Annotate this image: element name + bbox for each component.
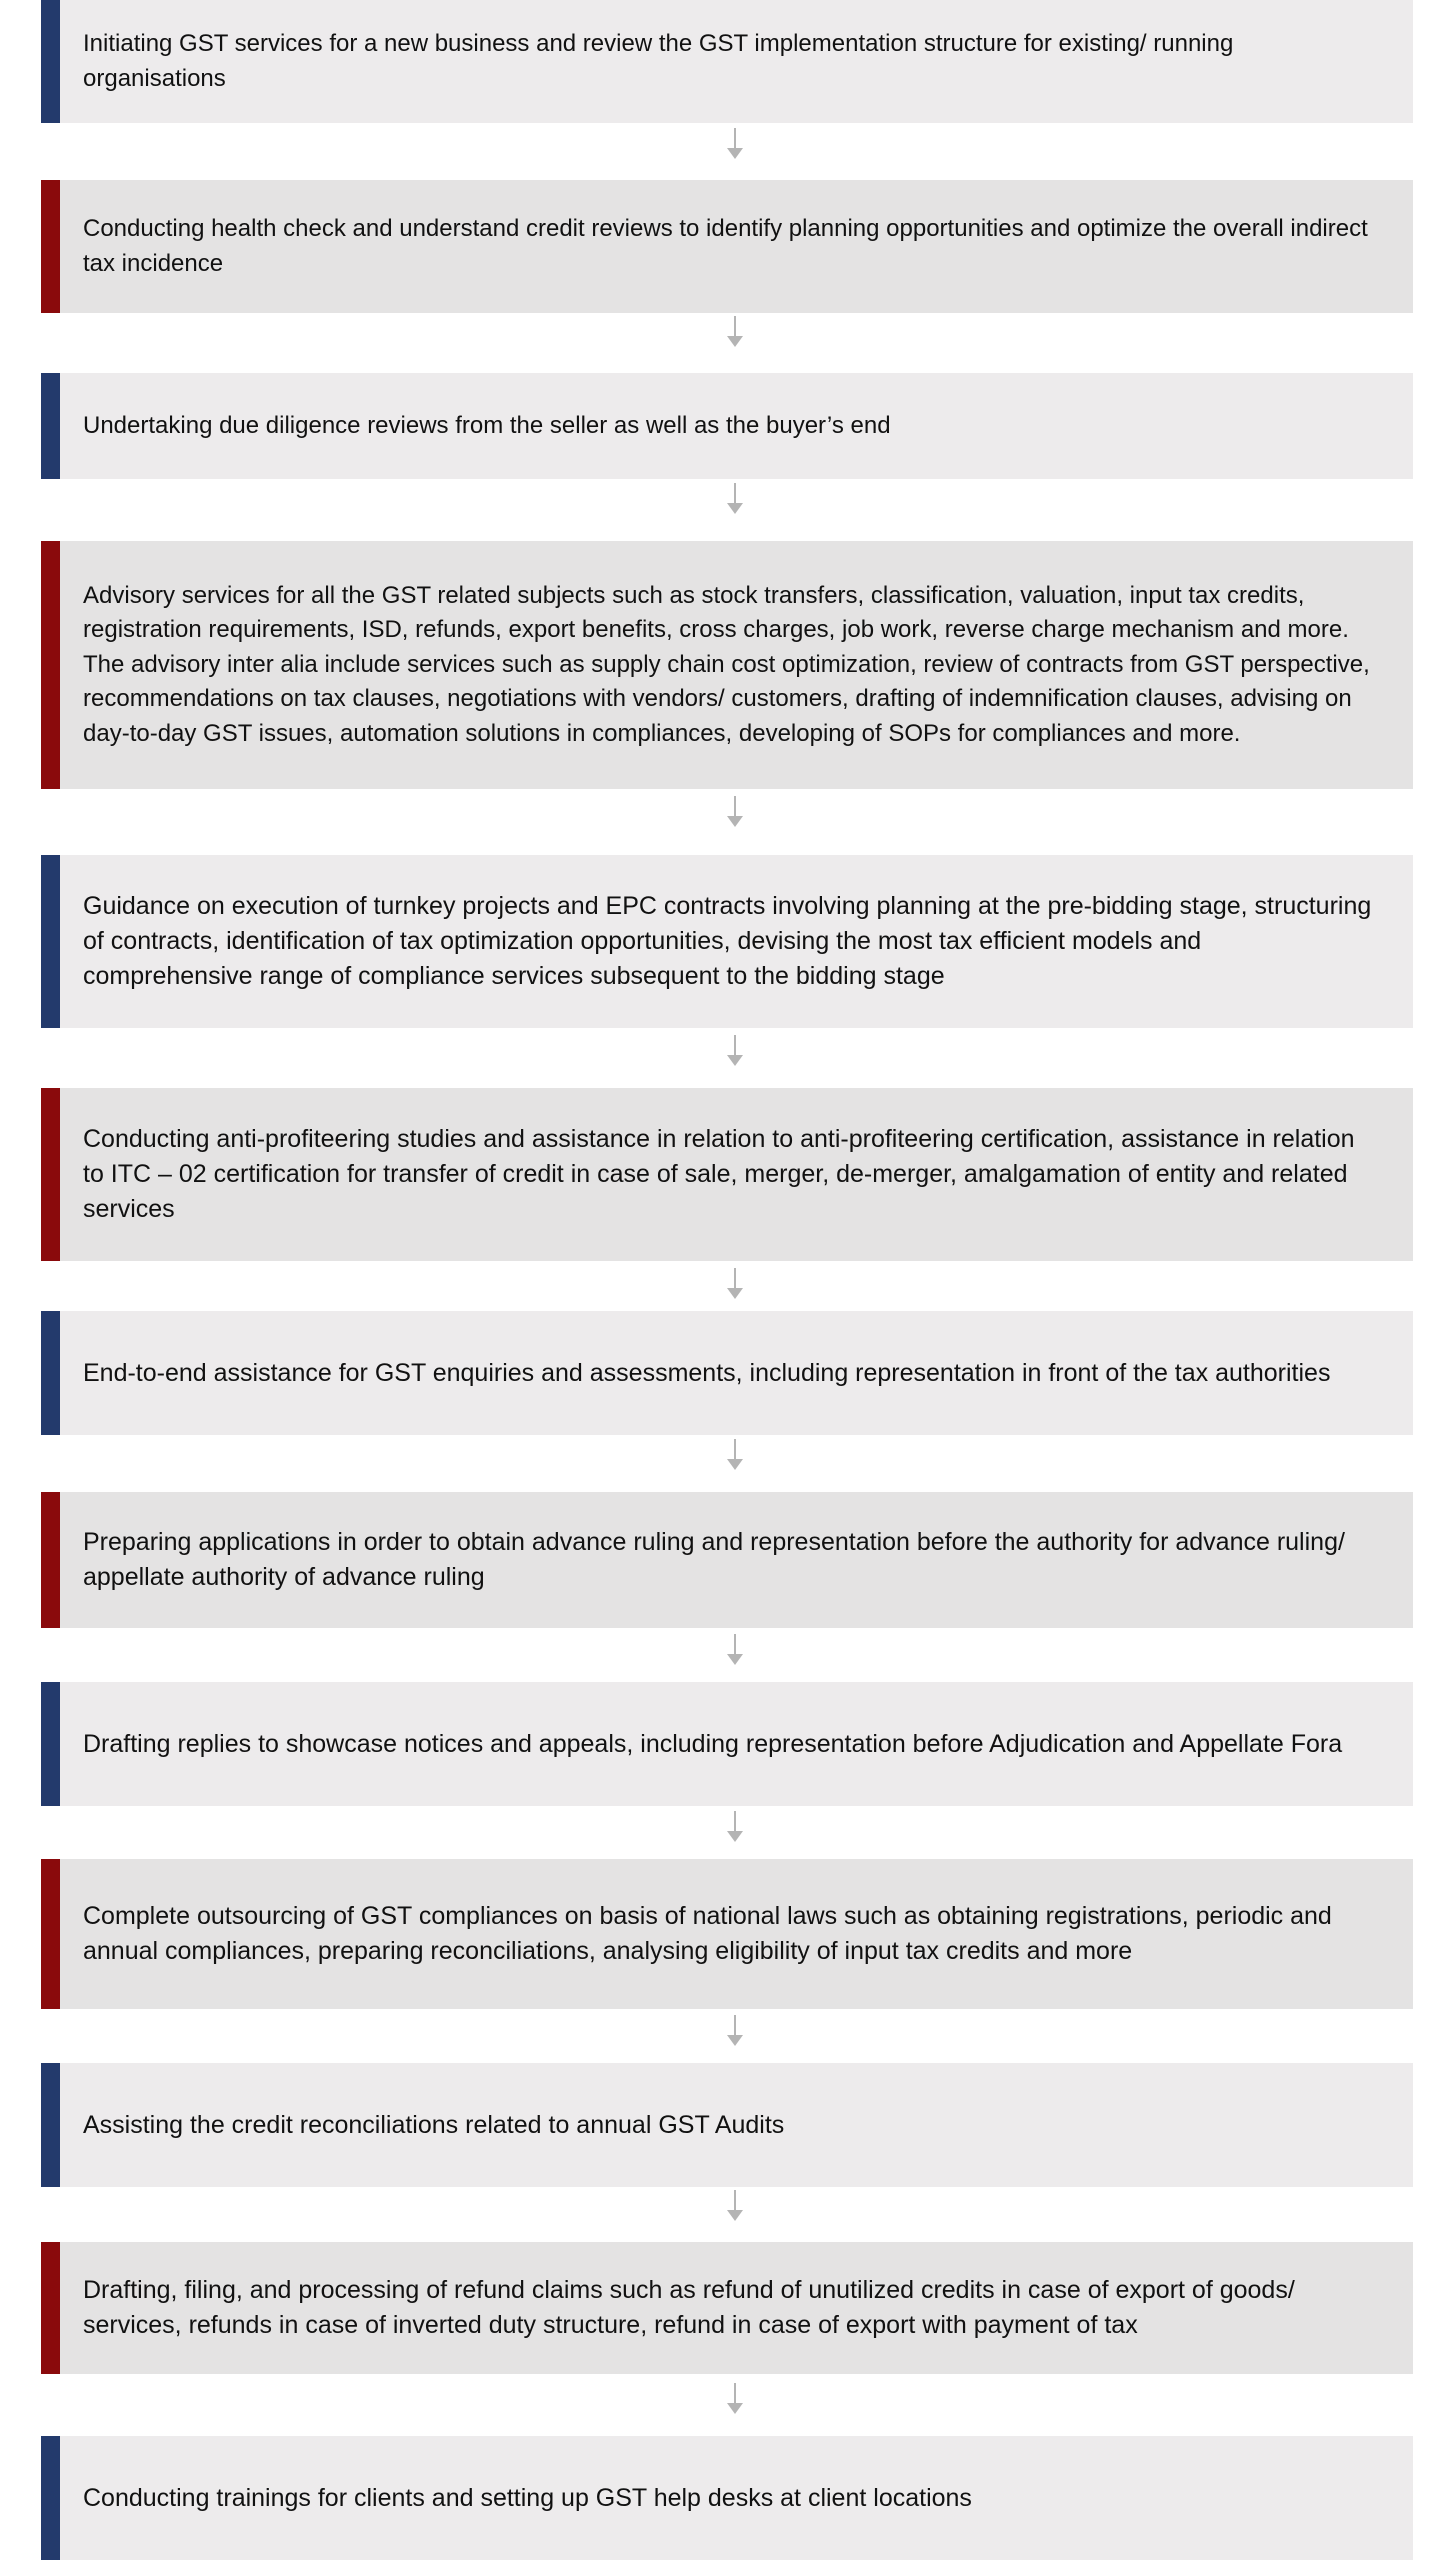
- service-card-4: [41, 541, 1413, 789]
- arrow-down-icon: [727, 1439, 743, 1473]
- service-text: Initiating GST services for a new business and review the GST implementation structure for existing/ running organisations: [83, 30, 1234, 92]
- service-card-5: [41, 855, 1413, 1028]
- arrow-down-icon: [727, 483, 743, 517]
- service-card-12: [41, 2242, 1413, 2374]
- service-card-6: [41, 1088, 1413, 1261]
- arrow-down-icon: [727, 2383, 743, 2417]
- service-text: Advisory services for all the GST related subjects such as stock transfers, classification, valuation, input tax credits, registration requirements, ISD, refunds, export benefits, cross charges, job work, reverse charge mechanism and more. The advisory inter alia include services such as supply chain cost optimization, review of contracts from GST perspective, recommendations on tax clauses, negotiations with vendors/ customers, drafting of indemnification clauses, advising on day-to-day GST issues, automation solutions in compliances, developing of SOPs for compliances and more.: [83, 581, 1370, 747]
- accent-bar: [41, 1492, 60, 1628]
- arrow-down-icon: [727, 2015, 743, 2049]
- service-text: Drafting replies to showcase notices and appeals, including representation before Adjudication and Appellate Fora: [83, 1729, 1343, 1758]
- accent-bar: [41, 2242, 60, 2374]
- accent-bar: [41, 2436, 60, 2560]
- service-card-3: [41, 373, 1413, 479]
- arrow-down-icon: [727, 796, 743, 830]
- arrow-down-icon: [727, 2190, 743, 2224]
- service-text: End-to-end assistance for GST enquiries and assessments, including representation in front of the tax authorities: [83, 1358, 1331, 1387]
- service-card-8: [41, 1492, 1413, 1628]
- service-card-11: [41, 2063, 1413, 2187]
- accent-bar: [41, 373, 60, 479]
- service-text: Conducting anti-profiteering studies and assistance in relation to anti-profiteering certification, assistance in relation to ITC – 02 certification for transfer of credit in case of sale, merger, de-merger, amalgamation of entity and related services: [83, 1125, 1355, 1223]
- service-card-2: [41, 180, 1413, 313]
- service-text: Undertaking due diligence reviews from the seller as well as the buyer’s end: [83, 411, 891, 439]
- accent-bar: [41, 2063, 60, 2187]
- service-card-10: [41, 1859, 1413, 2009]
- service-card-9: [41, 1682, 1413, 1806]
- arrow-down-icon: [727, 1811, 743, 1845]
- arrow-down-icon: [727, 1634, 743, 1668]
- accent-bar: [41, 180, 60, 313]
- service-card-1: [41, 0, 1413, 123]
- arrow-down-icon: [727, 316, 743, 350]
- accent-bar: [41, 0, 60, 123]
- arrow-down-icon: [727, 1035, 743, 1069]
- accent-bar: [41, 1682, 60, 1806]
- arrow-down-icon: [727, 1268, 743, 1302]
- service-text: Preparing applications in order to obtain advance ruling and representation before the authority for advance ruling/ appellate authority of advance ruling: [83, 1528, 1345, 1591]
- accent-bar: [41, 1859, 60, 2009]
- service-text: Assisting the credit reconciliations related to annual GST Audits: [83, 2110, 785, 2139]
- service-text: Drafting, filing, and processing of refund claims such as refund of unutilized credits in case of export of goods/ services, refunds in case of inverted duty structure, refund in case of export with payment of tax: [83, 2276, 1295, 2339]
- accent-bar: [41, 855, 60, 1028]
- arrow-down-icon: [727, 128, 743, 162]
- accent-bar: [41, 1088, 60, 1261]
- accent-bar: [41, 541, 60, 789]
- service-text: Conducting trainings for clients and setting up GST help desks at client locations: [83, 2483, 972, 2512]
- service-card-7: [41, 1311, 1413, 1435]
- service-text: Complete outsourcing of GST compliances on basis of national laws such as obtaining registrations, periodic and annual compliances, preparing reconciliations, analysing eligibility of input tax credits and more: [83, 1902, 1332, 1965]
- service-text: Guidance on execution of turnkey projects and EPC contracts involving planning at the pre-bidding stage, structuring of contracts, identification of tax optimization opportunities, devising the most tax efficient models and comprehensive range of compliance services subsequent to the bidding stage: [83, 892, 1372, 990]
- accent-bar: [41, 1311, 60, 1435]
- service-card-13: [41, 2436, 1413, 2560]
- service-text: Conducting health check and understand credit reviews to identify planning opportunities and optimize the overall indirect tax incidence: [83, 215, 1368, 277]
